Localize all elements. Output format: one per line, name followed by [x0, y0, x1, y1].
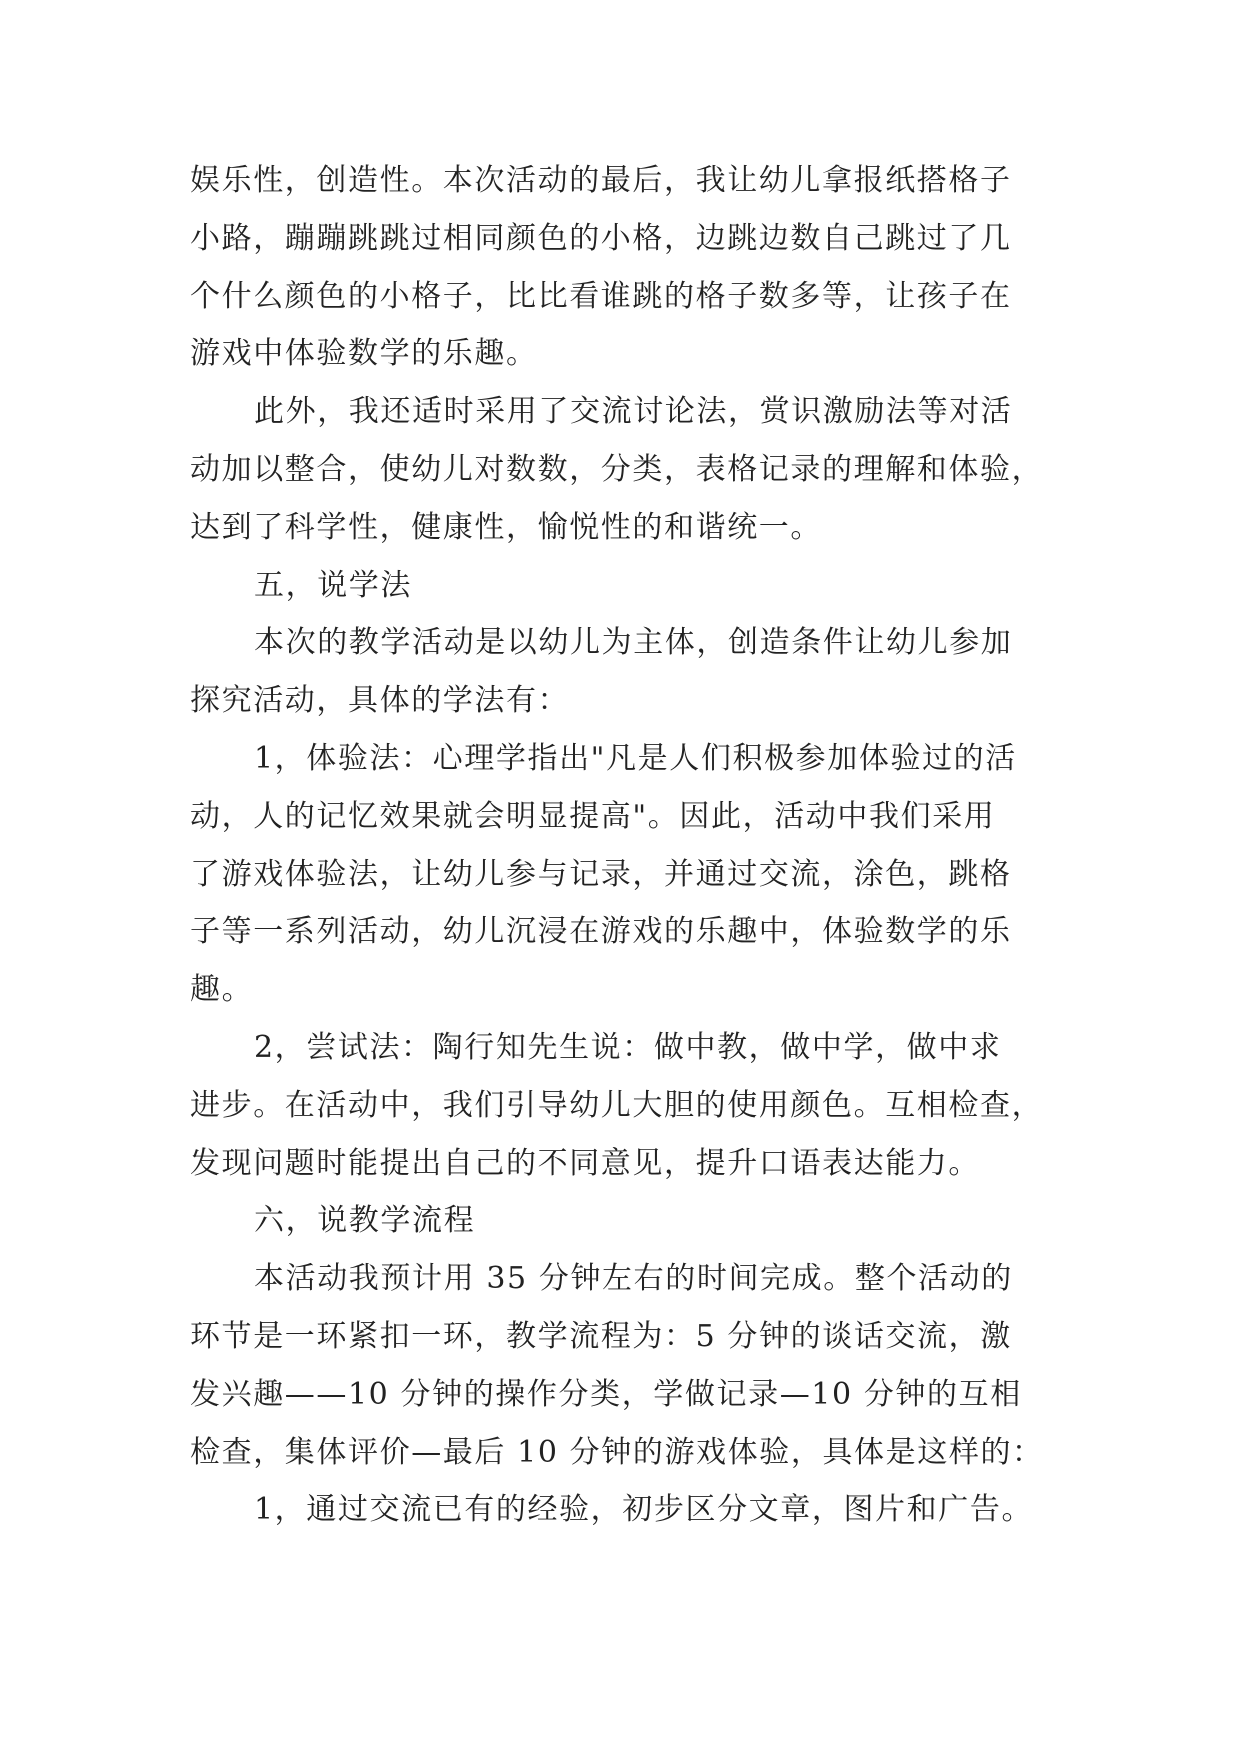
text-line: 个什么颜色的小格子，比比看谁跳的格子数多等，让孩子在 [190, 278, 1012, 314]
paragraph-first-line: 1，通过交流已有的经验，初步区分文章，图片和广告。 [254, 1492, 1034, 1528]
text-line: 达到了科学性，健康性，愉悦性的和谐统一。 [190, 509, 822, 545]
paragraph-first-line: 1，体验法：心理学指出"凡是人们积极参加体验过的活 [254, 740, 1017, 776]
text-line: 发现问题时能提出自己的不同意见，提升口语表达能力。 [190, 1145, 980, 1181]
text-line: 进步。在活动中，我们引导幼儿大胆的使用颜色。互相检查， [190, 1087, 1044, 1123]
text-line: 趣。 [190, 972, 254, 1008]
paragraph-first-line: 此外，我还适时采用了交流讨论法，赏识激励法等对活 [254, 394, 1013, 430]
text-line: 环节是一环紧扣一环，教学流程为：5 分钟的谈话交流，激 [190, 1318, 1012, 1354]
paragraph-first-line: 本次的教学活动是以幼儿为主体，创造条件让幼儿参加 [254, 625, 1013, 661]
text-line: 检查，集体评价—最后 10 分钟的游戏体验，具体是这样的： [190, 1434, 1044, 1470]
text-line: 游戏中体验数学的乐趣。 [190, 336, 538, 372]
text-line: 探究活动，具体的学法有： [190, 683, 570, 719]
text-line: 动，人的记忆效果就会明显提高"。因此，活动中我们采用 [190, 798, 996, 834]
text-line: 动加以整合，使幼儿对数数，分类，表格记录的理解和体验， [190, 451, 1044, 487]
paragraph-first-line: 2，尝试法：陶行知先生说：做中教，做中学，做中求 [254, 1029, 1002, 1065]
section-heading: 五，说学法 [254, 567, 412, 603]
paragraph-first-line: 本活动我预计用 35 分钟左右的时间完成。整个活动的 [254, 1261, 1013, 1297]
text-line: 发兴趣——10 分钟的操作分类，学做记录—10 分钟的互相 [190, 1376, 1022, 1412]
text-line: 小路，蹦蹦跳跳过相同颜色的小格，边跳边数自己跳过了几 [190, 220, 1012, 256]
text-line: 娱乐性，创造性。本次活动的最后，我让幼儿拿报纸搭格子 [190, 163, 1012, 198]
text-line: 子等一系列活动，幼儿沉浸在游戏的乐趣中，体验数学的乐 [190, 914, 1012, 950]
document-body [190, 152, 1070, 1539]
text-line: 了游戏体验法，让幼儿参与记录，并通过交流，涂色，跳格 [190, 856, 1012, 892]
section-heading: 六，说教学流程 [254, 1203, 476, 1239]
